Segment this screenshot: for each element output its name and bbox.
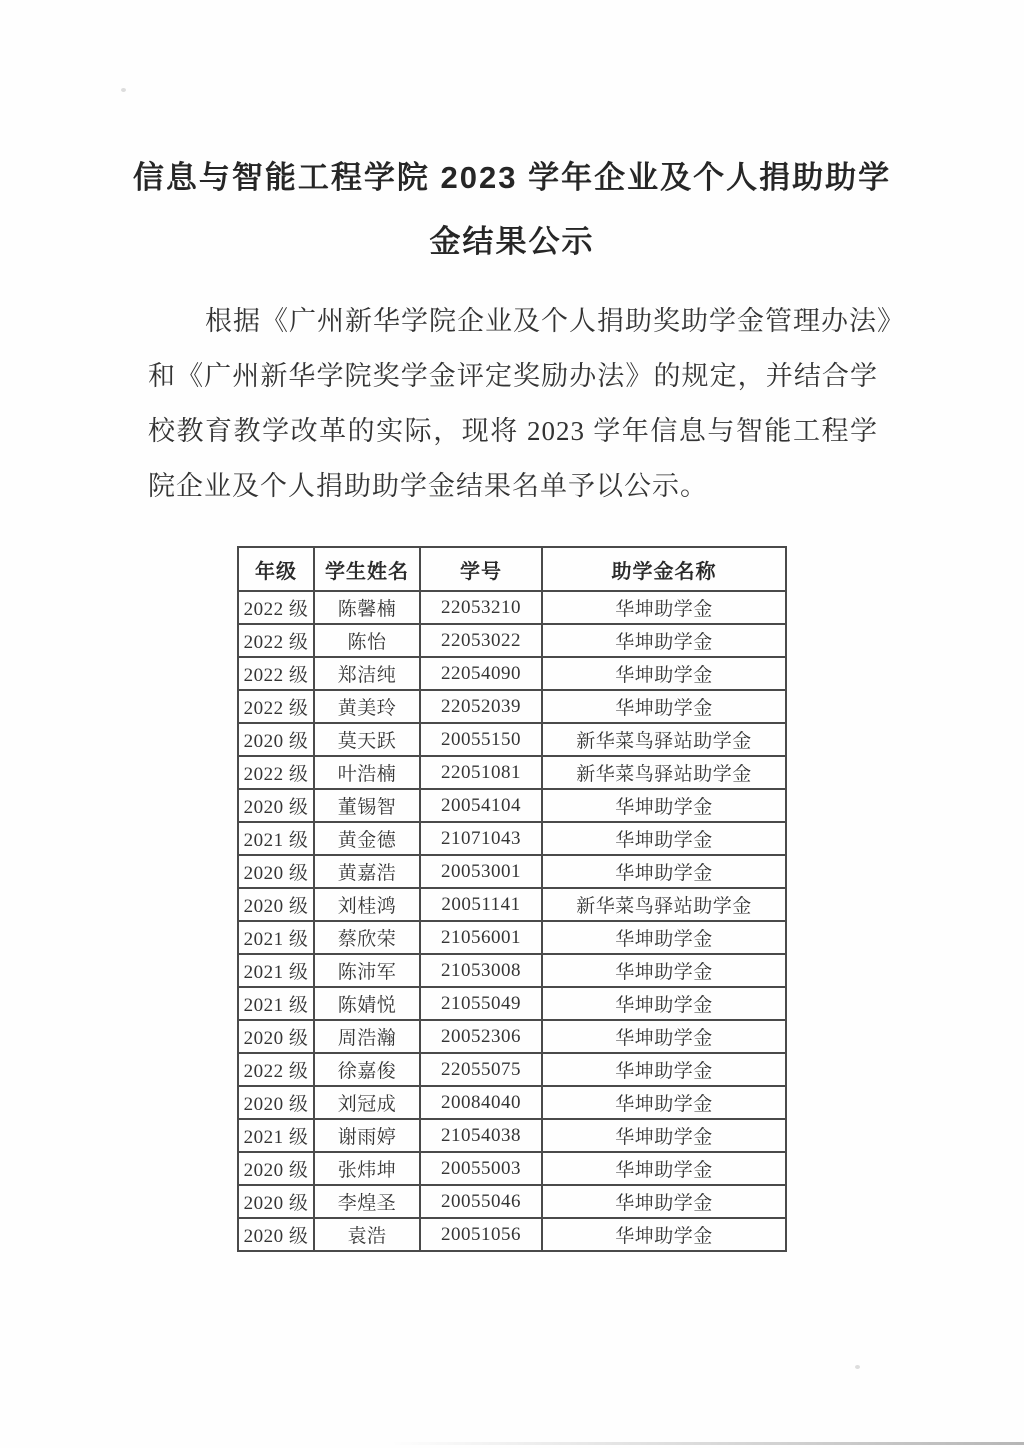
table-row: [238, 822, 786, 855]
header-cell: 学生姓名: [314, 547, 420, 591]
table-row: [238, 1053, 786, 1086]
table-cell: 20052306: [420, 1020, 542, 1053]
table-cell: 陈怡: [314, 624, 420, 657]
table-cell: 2020 级: [238, 789, 314, 822]
table-cell: 谢雨婷: [314, 1119, 420, 1152]
table-cell: 2022 级: [238, 690, 314, 723]
table-cell: 2022 级: [238, 756, 314, 789]
table-cell: 华坤助学金: [542, 1218, 786, 1251]
table-row: [238, 855, 786, 888]
table-cell: 刘冠成: [314, 1086, 420, 1119]
table-cell: 2020 级: [238, 855, 314, 888]
table-row: [238, 1119, 786, 1152]
table-cell: 华坤助学金: [542, 789, 786, 822]
table-cell: 2021 级: [238, 1119, 314, 1152]
table-row: [238, 954, 786, 987]
paragraph-line: 校教育教学改革的实际，现将 2023 学年信息与智能工程学: [148, 416, 878, 446]
table-cell: 黄嘉浩: [314, 855, 420, 888]
page-title: [0, 0, 1024, 274]
table-cell: 2021 级: [238, 822, 314, 855]
table-cell: 20055150: [420, 723, 542, 756]
table-cell: 华坤助学金: [542, 624, 786, 657]
table-cell: 2022 级: [238, 657, 314, 690]
table-cell: 董锡智: [314, 789, 420, 822]
table-cell: 2022 级: [238, 591, 314, 624]
table-cell: 黄美玲: [314, 690, 420, 723]
page-title-line-1: 信息与智能工程学院 2023 学年企业及个人捐助助学: [132, 160, 892, 195]
table-cell: 22055075: [420, 1053, 542, 1086]
announcement-paragraph: [148, 294, 905, 514]
table-cell: 21055049: [420, 987, 542, 1020]
header-cell: 助学金名称: [542, 547, 786, 591]
table-cell: 2020 级: [238, 1086, 314, 1119]
table-cell: 刘桂鸿: [314, 888, 420, 921]
table-cell: 20055003: [420, 1152, 542, 1185]
table-cell: 21053008: [420, 954, 542, 987]
table-cell: 华坤助学金: [542, 921, 786, 954]
table-cell: 陈婧悦: [314, 987, 420, 1020]
table-cell: 20054104: [420, 789, 542, 822]
table-cell: 20055046: [420, 1185, 542, 1218]
table-cell: 华坤助学金: [542, 657, 786, 690]
table-row: [238, 888, 786, 921]
table-cell: 陈沛军: [314, 954, 420, 987]
table-cell: 2020 级: [238, 1020, 314, 1053]
table-cell: 黄金德: [314, 822, 420, 855]
table-cell: 华坤助学金: [542, 1086, 786, 1119]
header-cell: 学号: [420, 547, 542, 591]
table-cell: 华坤助学金: [542, 1152, 786, 1185]
table-cell: 华坤助学金: [542, 822, 786, 855]
table-cell: 21056001: [420, 921, 542, 954]
table-row: [238, 1185, 786, 1218]
table-cell: 2020 级: [238, 723, 314, 756]
table-cell: 华坤助学金: [542, 1185, 786, 1218]
table-row: [238, 723, 786, 756]
table-cell: 20051141: [420, 888, 542, 921]
header-cell: 年级: [238, 547, 314, 591]
paragraph-line: 根据《广州新华学院企业及个人捐助奖助学金管理办法》: [205, 306, 905, 336]
table-cell: 华坤助学金: [542, 954, 786, 987]
scan-artifact: [121, 88, 126, 92]
table-row: [238, 657, 786, 690]
table-cell: 21054038: [420, 1119, 542, 1152]
table-cell: 华坤助学金: [542, 690, 786, 723]
table-cell: 22053210: [420, 591, 542, 624]
table-cell: 新华菜鸟驿站助学金: [542, 723, 786, 756]
table-cell: 徐嘉俊: [314, 1053, 420, 1086]
table-cell: 22054090: [420, 657, 542, 690]
table-cell: 叶浩楠: [314, 756, 420, 789]
table-cell: 20053001: [420, 855, 542, 888]
table-cell: 袁浩: [314, 1218, 420, 1251]
table-cell: 周浩瀚: [314, 1020, 420, 1053]
table-cell: 21071043: [420, 822, 542, 855]
table-row: [238, 690, 786, 723]
table-cell: 华坤助学金: [542, 855, 786, 888]
table-cell: 2022 级: [238, 1053, 314, 1086]
scan-edge-shadow: [389, 1442, 1024, 1445]
table-row: [238, 789, 786, 822]
table-cell: 22052039: [420, 690, 542, 723]
table-cell: 2020 级: [238, 1152, 314, 1185]
paragraph-line: 院企业及个人捐助助学金结果名单予以公示。: [148, 471, 708, 501]
table-cell: 华坤助学金: [542, 1020, 786, 1053]
table-cell: 2021 级: [238, 921, 314, 954]
table-row: [238, 591, 786, 624]
table-cell: 华坤助学金: [542, 1119, 786, 1152]
table-cell: 蔡欣荣: [314, 921, 420, 954]
table-row: [238, 1218, 786, 1251]
table-row: [238, 756, 786, 789]
table-row: [238, 1020, 786, 1053]
scan-artifact: [855, 1365, 860, 1369]
table-cell: 2020 级: [238, 1218, 314, 1251]
table-cell: 华坤助学金: [542, 987, 786, 1020]
page-title-line-2: 金结果公示: [429, 224, 595, 259]
table-row: [238, 987, 786, 1020]
table-header-row: [238, 547, 786, 591]
table-cell: 陈馨楠: [314, 591, 420, 624]
table-cell: 郑洁纯: [314, 657, 420, 690]
table-cell: 2022 级: [238, 624, 314, 657]
table-cell: 莫天跃: [314, 723, 420, 756]
table-cell: 22051081: [420, 756, 542, 789]
scholarship-results-table: [237, 546, 787, 1252]
table-cell: 华坤助学金: [542, 1053, 786, 1086]
table-cell: 新华菜鸟驿站助学金: [542, 756, 786, 789]
table-cell: 2021 级: [238, 954, 314, 987]
table-row: [238, 1086, 786, 1119]
table-cell: 2020 级: [238, 1185, 314, 1218]
table-cell: 李煌圣: [314, 1185, 420, 1218]
table-cell: 22053022: [420, 624, 542, 657]
table-body: [238, 591, 786, 1251]
table-cell: 华坤助学金: [542, 591, 786, 624]
paragraph-line: 和《广州新华学院奖学金评定奖励办法》的规定，并结合学: [148, 361, 878, 391]
table-row: [238, 1152, 786, 1185]
table-cell: 新华菜鸟驿站助学金: [542, 888, 786, 921]
table-row: [238, 921, 786, 954]
table-cell: 2021 级: [238, 987, 314, 1020]
table-cell: 20084040: [420, 1086, 542, 1119]
table-row: [238, 624, 786, 657]
table-cell: 2020 级: [238, 888, 314, 921]
table-cell: 张炜坤: [314, 1152, 420, 1185]
table-cell: 20051056: [420, 1218, 542, 1251]
